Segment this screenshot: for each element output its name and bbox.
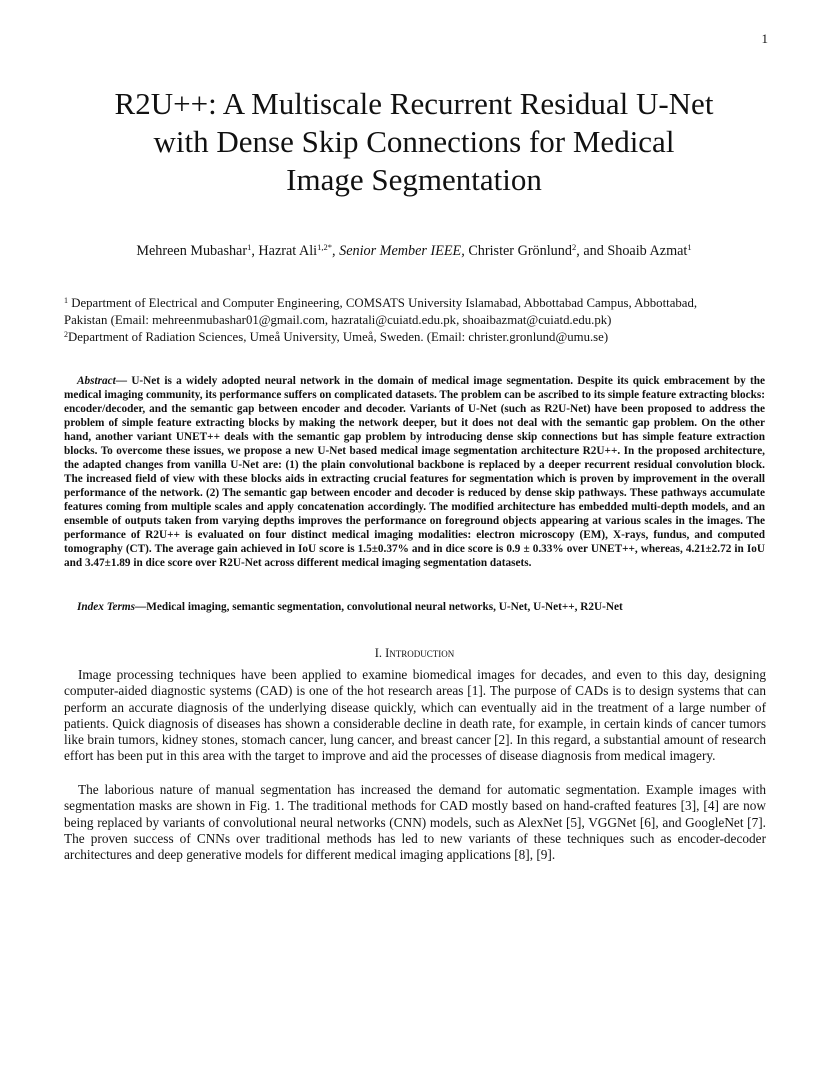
author-affiliation-mark: 2 [571,242,577,252]
author-separator: , and [576,243,608,259]
affiliation-text: Department of Electrical and Computer Engineering, COMSATS University Islamabad, Abbottabad Campus, Abbottabad, [68,296,698,310]
author-affiliation-mark: 1,2* [317,242,332,252]
title-line: with Dense Skip Connections for Medical [153,124,675,159]
section-heading [64,646,765,661]
title-line: Image Segmentation [286,162,542,197]
author-affiliation-mark: 1 [687,242,692,252]
title-line: R2U++: A Multiscale Recurrent Residual U-Net [114,86,714,121]
abstract-dash: — [115,375,132,387]
body-paragraph: Image processing techniques have been applied to examine biomedical images for decades, and even to this day, designing computer-aided diagnostic systems (CAD) is one of the hot research areas [1]. The purpose of CADs is to design systems that can perform an accurate diagnosis of the underlying disease quickly, which can eventually aid in the treatment of a large number of patients. Quick diagnosis of diseases has shown a considerable decline in death rate, for example, in certain kinds of cancer tumors like brain tumors, kidney stones, stomach cancer, lung cancer, and breast cancer [2]. In this regard, a substantial amount of research effort has been put in this area with the target to improve and aid the processes of disease diagnosis from medical imagery. [64,667,766,764]
affiliation-2 [64,329,768,346]
index-terms [64,600,765,614]
affiliation-text: Department of Radiation Sciences, Umeå University, Umeå, Sweden. (Email: christer.gronlund@umu.se) [68,330,609,344]
section-title: Introduction [385,646,455,660]
affiliation-mark: 1 [64,296,68,305]
index-terms-dash: — [135,601,147,613]
section-numeral: I. [374,646,386,660]
abstract-text: U-Net is a widely adopted neural network in the domain of medical image segmentation. Despite its quick embracement by the medical imaging community, its performance suffers on complicated datasets. The problem can be ascribed to its simple feature extracting blocks: encoder/decoder, and the semantic gap between encoder and decoder. Variants of U-Net (such as R2U-Net) have been proposed to address the problem of simple feature extracting blocks by making the network deeper, but it does not deal with the semantic gap problem. On the other hand, another variant UNET++ deals with the semantic gap problem by introducing dense skip connections but has simple feature extraction blocks. To overcome these issues, we propose a new U-Net based medical image segmentation architecture R2U++. In the proposed architecture, the adapted changes from vanilla U-Net are: (1) the plain convolutional backbone is replaced by a deeper recurrent residual convolution block. The increased field of view with these blocks aids in extracting crucial features for segmentation which is proven by improvement in the overall performance of the network. (2) The semantic gap between encoder and decoder is reduced by dense skip pathways. These pathways accumulate features coming from multiple scales and apply concatenation accordingly. The modified architecture has embedded multi-depth models, and an ensemble of outputs taken from varying depths improves the performance on foreground objects appearing at various scales in the images. The performance of R2U++ is evaluated on four distinct medical imaging modalities: electron microscopy (EM), X-rays, fundus, and computed tomography (CT). The average gain achieved in IoU score is 1.5±0.37% and in dice score is 0.9 ± 0.33% over UNET++, whereas, 4.21±2.72 in IoU and 3.47±1.89 in dice score over R2U-Net across different medical imaging segmentation datasets. [64,375,765,569]
author-list [40,243,788,260]
affiliation-1 [64,295,768,312]
page-number: 1 [761,31,768,46]
author-separator: , [332,243,340,259]
body-paragraph: The laborious nature of manual segmentation has increased the demand for automatic segmentation. Example images with segmentation masks are shown in Fig. 1. The traditional methods for CAD mostly based on hand-crafted features [3], [4] are now being replaced by variants of convolutional neural networks (CNN) models, such as AlexNet [5], VGGNet [6], and GoogleNet [7]. The proven success of CNNs over traditional methods has led to new variants of these techniques such as encoder-decoder architectures and deep generative models for different medical imaging applications [8], [9]. [64,782,766,863]
author-name: Mehreen Mubashar [136,243,248,259]
abstract [64,374,765,570]
abstract-label: Abstract [77,375,116,387]
author-name: Christer Grönlund [468,243,572,259]
affiliation-mark: 2 [64,330,68,339]
affiliations [64,295,768,346]
index-terms-text: Medical imaging, semantic segmentation, convolutional neural networks, U-Net, U-Net++, R2U-Net [146,601,623,613]
author-separator: , [251,243,259,259]
author-name: Shoaib Azmat [607,243,688,259]
paper-title [60,85,768,199]
author-affiliation-mark: 1 [247,242,252,252]
index-terms-label: Index Terms [77,601,136,613]
author-name: Hazrat Ali [258,243,318,259]
author-role: Senior Member IEEE, [339,243,465,259]
affiliation-1-cont: Pakistan (Email: mehreenmubashar01@gmail.com, hazratali@cuiatd.edu.pk, shoaibazmat@cuiatd.edu.pk) [64,313,612,327]
